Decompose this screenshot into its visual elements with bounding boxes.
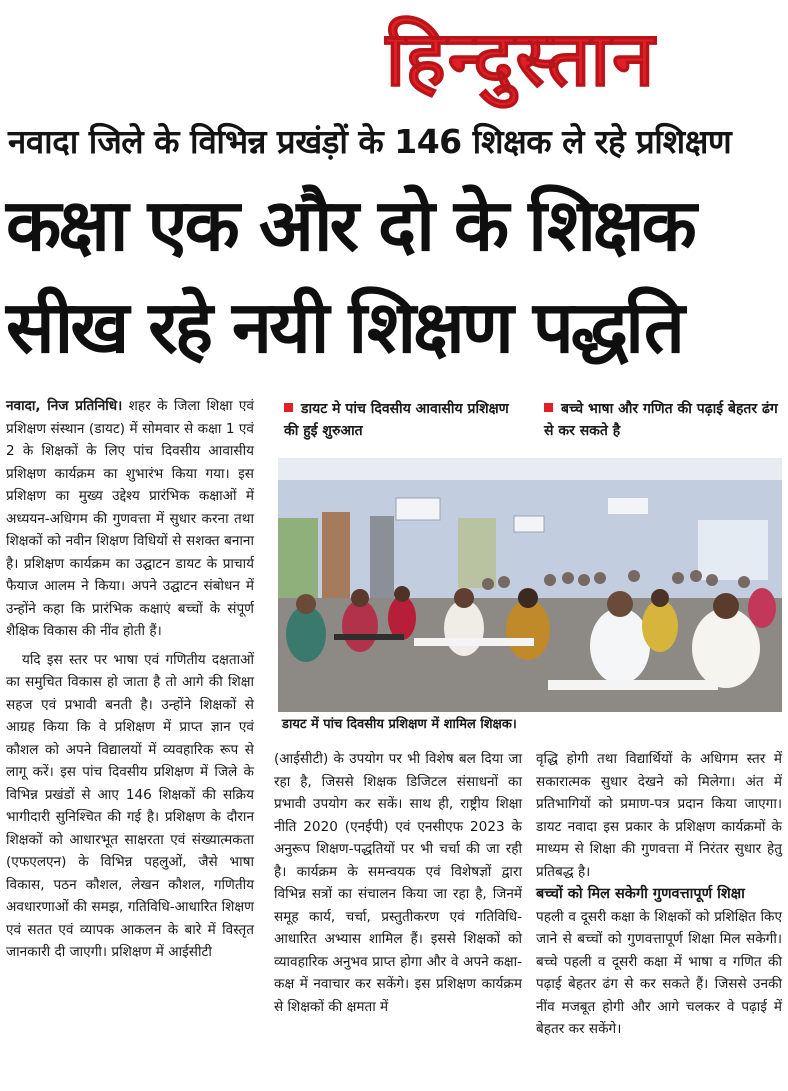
paragraph-text: शहर के जिला शिक्षा एवं प्रशिक्षण संस्थान (डायट) में सोमवार से कक्षा 1 एवं 2 के शिक्षकों के लिए पांच दिवसीय आवासीय प्रशिक्षण कार्यक्रम का शुभारंभ किया गया। इस प्रशिक्षण का मुख्य उद्देश्य प्रारंभिक कक्षाओं में अध्ययन-अधिगम की गुणवत्ता में सुधार करना तथा शिक्षकों को नवीन शिक्षण विधियों से सशक्त बनाना है। प्रशिक्षण कार्यक्रम का उद्घाटन डायट के प्राचार्य फैयाज आलम ने किया। अपने उद्घाटन संबोधन में उन्होंने कहा कि प्रारंभिक कक्षाएं बच्चों के संपूर्ण शैक्षिक विकास की नींव होती हैं। bbox=[6, 398, 254, 639]
article-column-1 bbox=[6, 395, 254, 964]
article-photo bbox=[278, 458, 782, 712]
photo-caption: डायट में पांच दिवसीय प्रशिक्षण में शामिल शिक्षक। bbox=[282, 717, 517, 732]
article-column-2 bbox=[274, 748, 522, 1018]
highlight-text: बच्चे भाषा और गणित की पढ़ाई बेहतर ढंग से कर सकते है bbox=[544, 401, 778, 439]
newspaper-masthead: हिन्दुस्तान bbox=[385, 13, 657, 103]
red-square-bullet-icon bbox=[544, 403, 553, 412]
highlight-text: डायट मे पांच दिवसीय आवासीय प्रशिक्षण की हुई शुरुआत bbox=[284, 401, 509, 439]
article-paragraph-5: पहली व दूसरी कक्षा के शिक्षकों को प्रशिक्षित किए जाने से बच्चों को गुणवत्तापूर्ण शिक्षा मिल सकेगी। बच्चे पहली व दूसरी कक्षा में भाषा व गणित की पढ़ाई बेहतर ढंग से कर सकते हैं। जिससे उनकी नींव मजबूत होगी और आगे चलकर वे पढ़ाई में बेहतर कर सकेंगे। bbox=[536, 908, 782, 1037]
article-paragraph-1 bbox=[6, 395, 254, 643]
red-square-bullet-icon bbox=[284, 403, 293, 412]
highlight-item bbox=[544, 398, 780, 442]
main-headline-line-1: कक्षा एक और दो के शिक्षक bbox=[6, 183, 694, 267]
highlight-item bbox=[284, 398, 524, 442]
dateline: नवादा, निज प्रतिनिधि। bbox=[6, 398, 123, 414]
article-paragraph-3: (आईसीटी) के उपयोग पर भी विशेष बल दिया जा रहा है, जिससे शिक्षक डिजिटल संसाधनों का प्रभावी उपयोग कर सकें। साथ ही, राष्ट्रीय शिक्षा नीति 2020 (एनईपी) एवं एनसीएफ 2023 के अनुरूप शिक्षण-पद्धतियों पर भी चर्चा की जा रही है। कार्यक्रम के समन्वयक एवं विशेषज्ञों द्वारा विभिन्न सत्रों का संचालन किया जा रहा है, जिनमें समूह कार्य, चर्चा, प्रस्तुतीकरण एवं गतिविधि-आधारित अभ्यास शामिल हैं। इससे शिक्षकों को व्यावहारिक अनुभव प्राप्त होगा और वे अपने कक्षा-कक्ष में नवाचार कर सकेंगे। इस प्रशिक्षण कार्यक्रम से शिक्षकों की क्षमता में bbox=[274, 751, 522, 1015]
article-paragraph-2: यदि इस स्तर पर भाषा एवं गणितीय दक्षताओं का समुचित विकास हो जाता है तो आगे की शिक्षा सहज एवं प्रभावी बनती है। उन्होंने शिक्षकों से आग्रह किया कि वे प्रशिक्षण में प्राप्त ज्ञान एवं कौशल को अपने विद्यालयों में व्यवहारिक रूप से लागू करें। इस पांच दिवसीय प्रशिक्षण में जिले के विभिन्न प्रखंडों से आए 146 शिक्षकों की सक्रिय भागीदारी सुनिश्चित की गई है। प्रशिक्षण के दौरान शिक्षकों को आधारभूत साक्षरता एवं संख्यात्मकता (एफएलएन) के विभिन्न पहलुओं, जैसे भाषा विकास, पठन कौशल, लेखन कौशल, गणितीय अवधारणाओं की समझ, गतिविधि-आधारित शिक्षण एवं सतत एवं व्यापक आकलन के बारे में विस्तृत जानकारी दी जाएगी। प्रशिक्षण में आईसीटी bbox=[6, 651, 254, 960]
kicker-headline: नवादा जिले के विभिन्न प्रखंड़ों के 146 शिक्षक ले रहे प्रशिक्षण bbox=[8, 122, 732, 161]
main-headline-line-2: सीख रहे नयी शिक्षण पद्धति bbox=[6, 285, 682, 369]
highlight-points bbox=[278, 398, 782, 450]
article-subheading: बच्चों को मिल सकेगी गुणवत्तापूर्ण शिक्षा bbox=[536, 886, 745, 902]
article-column-3 bbox=[536, 748, 782, 1041]
article-paragraph-4: वृद्धि होगी तथा विद्यार्थियों के अधिगम स्तर में सकारात्मक सुधार देखने को मिलेगा। अंत में प्रतिभागियों को प्रमाण-पत्र प्रदान किया जाएगा। डायट नवादा इस प्रकार के प्रशिक्षण कार्यक्रमों के माध्यम से शिक्षा की गुणवत्ता में निरंतर सुधार हेतु प्रतिबद्ध है। bbox=[536, 751, 782, 880]
